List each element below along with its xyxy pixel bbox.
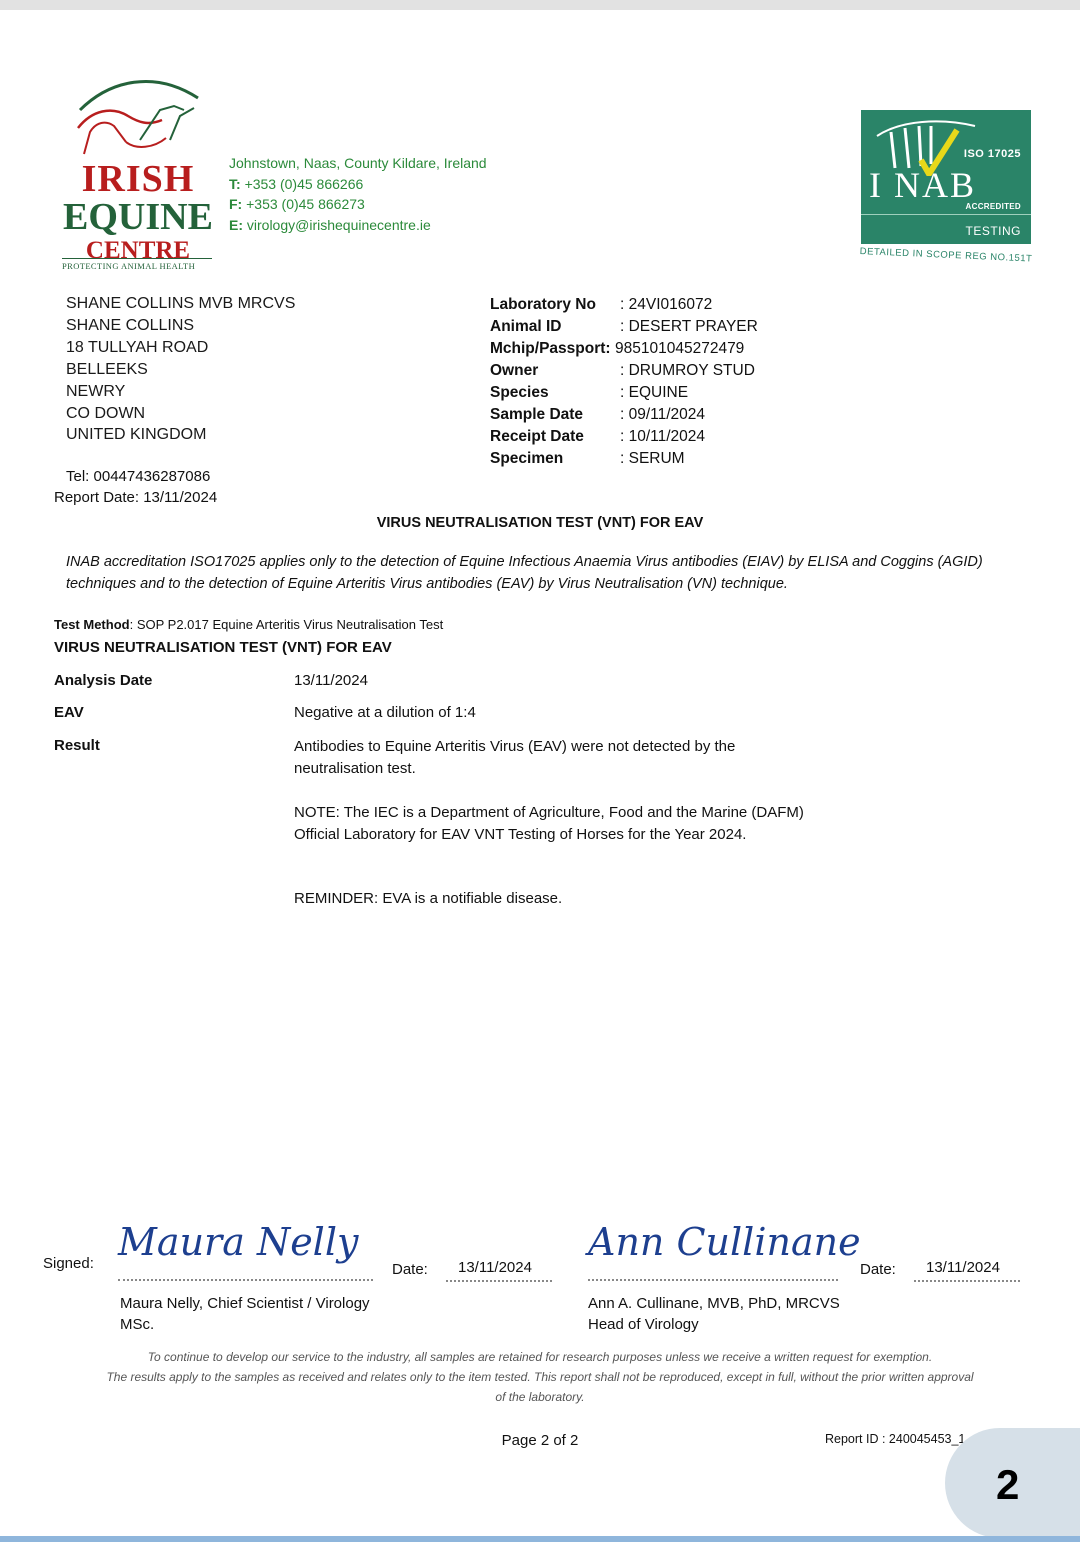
info-label: Specimen [490,450,564,467]
org-contact [229,153,487,235]
inab-reg: DETAILED IN SCOPE REG NO.151T [859,246,1033,265]
page-badge-number: 2 [996,1461,1020,1508]
address-line: CO DOWN [66,404,146,422]
test-method-value: : SOP P2.017 Equine Arteritis Virus Neutralisation Test [129,617,444,632]
org-fax: +353 (0)45 866273 [246,196,365,212]
signature-2: Ann Cullinane [588,1220,861,1264]
address-line: 18 TULLYAH ROAD [66,338,209,356]
address-line: UNITED KINGDOM [66,426,207,444]
info-value: : EQUINE [620,384,689,401]
section-title: VIRUS NEUTRALISATION TEST (VNT) FOR EAV [54,639,392,656]
signature-2-line [588,1279,838,1281]
logo-line2: EQUINE [63,196,213,238]
info-label: Sample Date [490,406,584,423]
inab-divider [861,214,1031,215]
info-row [490,360,758,382]
info-row [490,404,758,426]
signer-2-title: Head of Virology [588,1316,699,1333]
report-id: Report ID : 240045453_1 [825,1432,966,1446]
reminder: REMINDER: EVA is a notifiable disease. [294,890,563,907]
info-value: 985101045272479 [615,340,745,357]
disclaimer [100,1347,980,1407]
address-line: NEWRY [66,382,126,400]
info-value: : 09/11/2024 [620,406,706,423]
address-line: SHANE COLLINS MVB MRCVS [66,295,296,312]
info-label: Owner [490,362,539,379]
info-label: Animal ID [490,318,562,335]
info-label: Mchip/Passport: [490,340,611,357]
report-date: Report Date: 13/11/2024 [54,489,218,506]
info-value: : DESERT PRAYER [620,318,758,335]
date-label: Date: [392,1261,428,1278]
info-label: Species [490,384,549,401]
signer-1-title: MSc. [120,1316,155,1333]
info-label: Receipt Date [490,428,584,445]
org-tel: +353 (0)45 866266 [244,175,364,192]
address-line: BELLEEKS [66,360,148,378]
signature-1: Maura Nelly [118,1220,359,1264]
test-method-label: Test Method [54,617,130,632]
date-label: Date: [860,1261,896,1278]
analysis-date-label: Analysis Date [54,672,153,689]
info-row [490,448,758,470]
info-row [490,338,758,360]
info-row [490,426,758,448]
info-row [490,382,758,404]
recipient-address [66,293,295,446]
info-value: : 10/11/2024 [620,428,706,445]
signature-1-date: 13/11/2024 [458,1259,532,1276]
info-value: : SERUM [620,450,685,467]
result-label: Result [54,737,100,754]
analysis-date-value: 13/11/2024 [294,672,368,689]
logo-line3: CENTRE [85,237,191,264]
signature-1-line [118,1279,373,1281]
signer-1 [120,1293,370,1335]
info-row [490,316,758,338]
result-value: Antibodies to Equine Arteritis Virus (EAV) were not detected by the neutralisation test. [294,738,736,777]
accreditation-note: INAB accreditation ISO17025 applies only to the detection of Equine Infectious Anaemia Virus antibodies (EIAV) by ELISA and Coggins (AGID) techniques and to the detection of Equine Arteritis Virus antibodies (EAV) by Virus Neutralisation (VN) technique. [66,554,983,592]
date-1-line [446,1280,552,1282]
signer-2-name: Ann A. Cullinane, MVB, PhD, MRCVS [588,1295,840,1312]
disclaimer-retention: To continue to develop our service to the industry, all samples are retained for research purposes unless we receive a written request for exemption. [147,1350,933,1364]
signed-label: Signed: [43,1255,94,1272]
date-2-line [914,1280,1020,1282]
inab-accredited: ACCREDITED [965,202,1021,211]
dafm-note: NOTE: The IEC is a Department of Agriculture, Food and the Marine (DAFM) Official Laboratory for EAV VNT Testing of Horses for the Year 2024. [294,804,804,843]
inab-iso: ISO 17025 [963,148,1021,160]
inab-name: I NAB [869,165,976,205]
logo-line1: IRISH [81,158,195,200]
test-method [54,617,443,632]
report-title: VIRUS NEUTRALISATION TEST (VNT) FOR EAV [376,515,704,531]
eav-value: Negative at a dilution of 1:4 [294,704,476,721]
org-logo [58,160,218,263]
recipient-tel: Tel: 00447436287086 [66,468,211,485]
org-address: Johnstown, Naas, County Kildare, Ireland [229,155,487,171]
inab-testing: TESTING [965,224,1021,238]
tel-label: T: [229,175,241,192]
info-row [490,294,758,316]
top-bar [0,0,1080,10]
fax-label: F: [229,196,243,212]
info-value: : DRUMROY STUD [620,362,755,379]
disclaimer-results: The results apply to the samples as received and relates only to the item tested. This report shall not be reproduced, except in full, without the prior written approval of the laboratory. [106,1370,974,1404]
horse-logo-icon [70,70,210,162]
signature-2-date: 13/11/2024 [926,1259,1000,1276]
eav-label: EAV [54,704,84,721]
sample-info-table [490,294,758,470]
org-email: virology@irishequinecentre.ie [246,216,431,233]
info-label: Laboratory No [490,296,596,313]
page-number: Page 2 of 2 [501,1432,579,1449]
signer-1-name: Maura Nelly, Chief Scientist / Virology [120,1295,370,1312]
inab-badge [861,110,1031,244]
info-value: : 24VI016072 [620,296,713,313]
email-label: E: [229,216,243,233]
logo-tagline: PROTECTING ANIMAL HEALTH [62,258,212,271]
address-line: SHANE COLLINS [66,316,195,334]
bottom-bar [0,1536,1080,1542]
signer-2 [588,1293,840,1335]
